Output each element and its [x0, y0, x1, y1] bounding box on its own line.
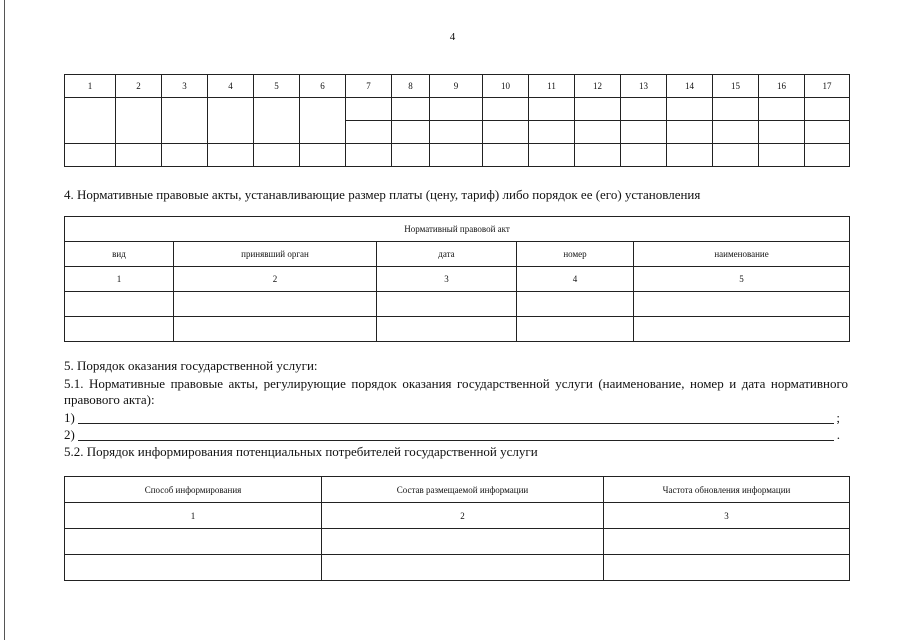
table-header-row — [65, 477, 850, 503]
column-number: 6 — [300, 75, 346, 98]
table-cell — [713, 121, 759, 144]
fill-line-1 — [64, 410, 848, 426]
table-cell — [392, 121, 430, 144]
table-header-row — [65, 75, 850, 98]
table-cell — [377, 317, 517, 342]
table-cell — [300, 144, 346, 167]
table-cell — [254, 98, 300, 144]
table-cell — [392, 98, 430, 121]
column-number: 3 — [377, 267, 517, 292]
fill-line-punctuation: . — [836, 427, 840, 442]
table-cell — [162, 144, 208, 167]
table-cell — [634, 317, 850, 342]
table-header-row — [65, 242, 850, 267]
column-number: 16 — [759, 75, 805, 98]
table-cell — [65, 555, 322, 581]
table-row — [65, 317, 850, 342]
table-cell — [254, 144, 300, 167]
column-number: 8 — [392, 75, 430, 98]
table-cell — [575, 121, 621, 144]
informing-table — [64, 476, 850, 581]
fill-in-underline — [78, 440, 834, 441]
column-number: 3 — [162, 75, 208, 98]
table-cell — [529, 98, 575, 121]
column-number: 4 — [208, 75, 254, 98]
column-number: 11 — [529, 75, 575, 98]
column-header: дата — [377, 242, 517, 267]
table-cell — [346, 121, 392, 144]
column-number: 12 — [575, 75, 621, 98]
table-cell — [483, 98, 529, 121]
table-cell — [713, 98, 759, 121]
table-cell — [174, 317, 377, 342]
table-cell — [517, 292, 634, 317]
table-cell — [805, 121, 850, 144]
column-number: 9 — [430, 75, 483, 98]
column-number: 14 — [667, 75, 713, 98]
table-cell — [208, 144, 254, 167]
column-number: 13 — [621, 75, 667, 98]
table-cell — [162, 98, 208, 144]
column-number: 5 — [254, 75, 300, 98]
column-header: наименование — [634, 242, 850, 267]
table-cell — [575, 144, 621, 167]
table-cell — [483, 121, 529, 144]
table-cell — [322, 529, 604, 555]
table-cell — [430, 98, 483, 121]
table-cell — [430, 121, 483, 144]
fill-line-label: 1) — [64, 410, 75, 425]
table-cell — [621, 121, 667, 144]
table-cell — [300, 98, 346, 144]
table-number-row — [65, 267, 850, 292]
table-cell — [65, 317, 174, 342]
table-cell — [759, 144, 805, 167]
table-cell — [634, 292, 850, 317]
fill-in-underline — [78, 423, 834, 424]
column-number: 10 — [483, 75, 529, 98]
table-cell — [667, 98, 713, 121]
table-cell — [377, 292, 517, 317]
column-number: 4 — [517, 267, 634, 292]
column-number: 1 — [65, 267, 174, 292]
table-cell — [621, 98, 667, 121]
page-left-rule — [4, 0, 5, 640]
column-number: 1 — [65, 75, 116, 98]
table-cell — [759, 98, 805, 121]
column-number: 1 — [65, 503, 322, 529]
table-cell — [346, 144, 392, 167]
table-cell — [759, 121, 805, 144]
column-header: Способ информирования — [65, 477, 322, 503]
column-header: Состав размещаемой информации — [322, 477, 604, 503]
table-cell — [604, 555, 850, 581]
section-4-heading: 4. Нормативные правовые акты, устанавливающие размер платы (цену, тариф) либо порядок ее (его) установления — [64, 187, 701, 202]
table-group-header-row — [65, 217, 850, 242]
table-cell — [713, 144, 759, 167]
table-row — [65, 144, 850, 167]
column-number: 2 — [174, 267, 377, 292]
table-cell — [621, 144, 667, 167]
table-cell — [392, 144, 430, 167]
fill-line-label: 2) — [64, 427, 75, 442]
column-header: вид — [65, 242, 174, 267]
subsection-5-1-text: 5.1. Нормативные правовые акты, регулирующие порядок оказания государственной услуги (наименование, номер и дата нормативного правового акта): — [64, 376, 848, 407]
indicators-table — [64, 74, 850, 167]
table-cell — [346, 98, 392, 121]
table-cell — [805, 144, 850, 167]
column-number: 7 — [346, 75, 392, 98]
legal-acts-table — [64, 216, 850, 342]
table-cell — [174, 292, 377, 317]
table-cell — [483, 144, 529, 167]
table-cell — [116, 144, 162, 167]
table-cell — [604, 529, 850, 555]
column-number: 15 — [713, 75, 759, 98]
page-number: 4 — [449, 31, 456, 43]
table-cell — [116, 98, 162, 144]
table-row — [65, 555, 850, 581]
table-cell — [529, 144, 575, 167]
column-header: номер — [517, 242, 634, 267]
column-number: 3 — [604, 503, 850, 529]
group-header-cell: Нормативный правовой акт — [65, 217, 850, 242]
table-row — [65, 292, 850, 317]
fill-line-punctuation: ; — [836, 410, 840, 425]
table-row — [65, 98, 850, 121]
table-cell — [430, 144, 483, 167]
table-cell — [575, 98, 621, 121]
table-cell — [208, 98, 254, 144]
table-cell — [529, 121, 575, 144]
column-number: 17 — [805, 75, 850, 98]
column-header: принявший орган — [174, 242, 377, 267]
table-cell — [65, 98, 116, 144]
fill-line-2 — [64, 427, 848, 443]
subsection-5-2-text: 5.2. Порядок информирования потенциальных потребителей государственной услуги — [64, 444, 538, 459]
section-5-heading: 5. Порядок оказания государственной услуги: — [64, 358, 318, 373]
table-cell — [517, 317, 634, 342]
table-cell — [65, 292, 174, 317]
table-cell — [322, 555, 604, 581]
column-header: Частота обновления информации — [604, 477, 850, 503]
table-row — [65, 529, 850, 555]
table-number-row — [65, 503, 850, 529]
table-cell — [667, 144, 713, 167]
table-cell — [65, 144, 116, 167]
column-number: 5 — [634, 267, 850, 292]
table-cell — [805, 98, 850, 121]
table-cell — [667, 121, 713, 144]
column-number: 2 — [116, 75, 162, 98]
table-cell — [65, 529, 322, 555]
column-number: 2 — [322, 503, 604, 529]
